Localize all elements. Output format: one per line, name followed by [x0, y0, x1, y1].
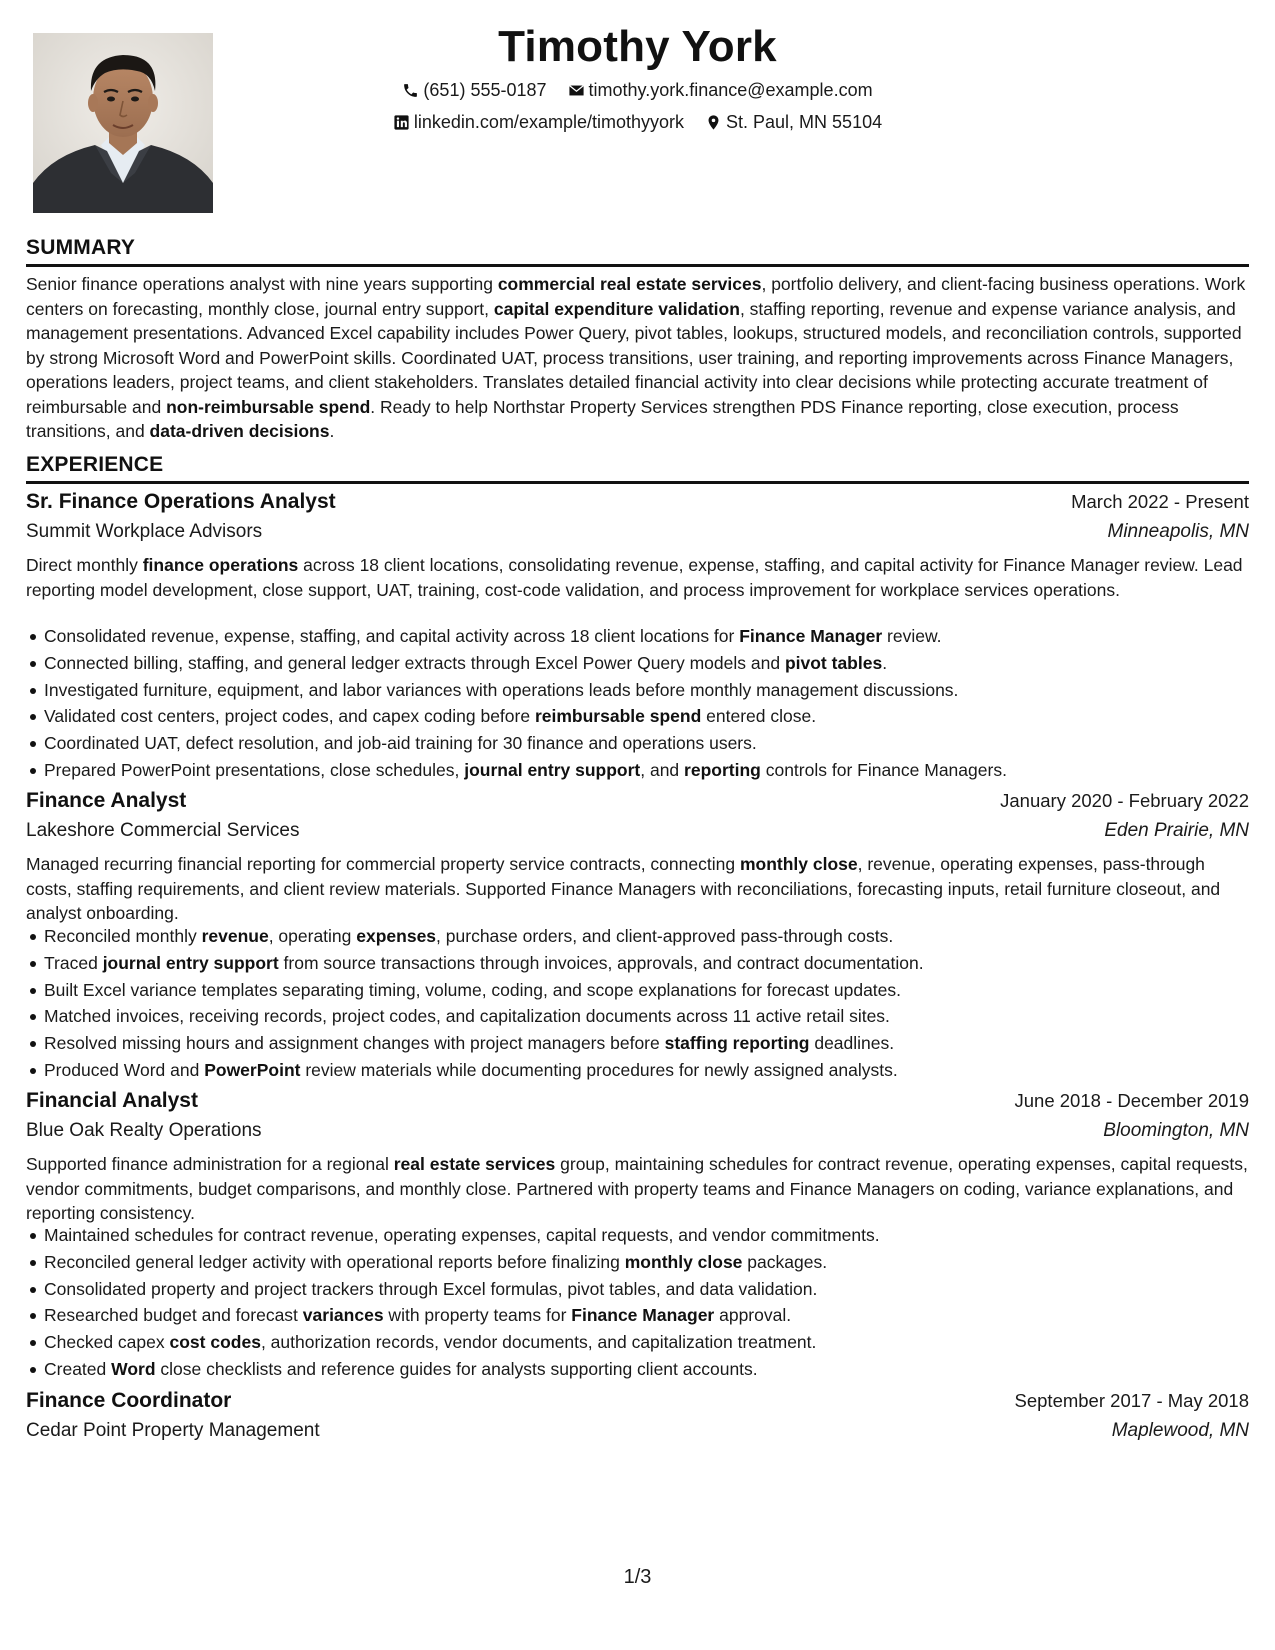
text-run: , and	[640, 759, 685, 780]
summary-divider	[26, 264, 1249, 267]
text-run: approval.	[714, 1305, 792, 1326]
phone-icon	[402, 82, 419, 99]
emphasis-text: journal entry support	[102, 952, 279, 973]
email-text: timothy.york.finance@example.com	[588, 80, 873, 100]
job-summary	[26, 852, 1251, 926]
emphasis-text: expenses	[356, 926, 437, 946]
job-title: Financial Analyst	[26, 1089, 198, 1112]
text-run: Supported finance administration for a regional	[26, 1154, 394, 1174]
job-location: Maplewood, MN	[1111, 1420, 1249, 1441]
job-dates: March 2022 - Present	[1071, 491, 1249, 512]
email-contact[interactable]	[568, 80, 873, 101]
text-run: from source transactions through invoices, approvals, and contract documentation.	[278, 952, 924, 973]
text-run: Resolved missing hours and assignment changes with project managers before	[44, 1033, 665, 1054]
text-run: entered close.	[701, 706, 817, 727]
text-run: , purchase orders, and client-approved pass-through costs.	[436, 926, 894, 946]
emphasis-text: commercial real estate services	[497, 274, 762, 294]
emphasis-text: journal entry support	[464, 759, 641, 780]
emphasis-text: Finance Manager	[571, 1305, 715, 1326]
text-run: Consolidated property and project trackers through Excel formulas, pivot tables, and data validation.	[44, 1278, 818, 1299]
job-dates: September 2017 - May 2018	[1014, 1390, 1249, 1411]
bullet-item	[26, 1356, 1251, 1383]
page-number: 1/3	[623, 1566, 652, 1588]
text-run: controls for Finance Managers.	[760, 759, 1007, 780]
bullet-item	[26, 730, 1251, 757]
text-run: Produced Word and	[44, 1059, 205, 1080]
bullet-item	[26, 703, 1251, 730]
text-run: Validated cost centers, project codes, and capex coding before	[44, 706, 535, 727]
text-run: , staffing reporting, revenue and expense variance analysis, and management presentations. Advanced Excel capability includes Power Query, pivot tables, lookups, structured models, and reconciliation controls, supported by strong Microsoft Word and PowerPoint skills. Coordinated UAT, process transitions, user training, and reporting improvements across Finance Managers, operations leaders, project teams, and client stakeholders. Translates detailed financial activity into clear decisions while protecting accurate treatment of reimbursable and	[26, 298, 1242, 417]
emphasis-text: cost codes	[169, 1332, 261, 1353]
job-bullets	[26, 1222, 1251, 1383]
text-run: Built Excel variance templates separating timing, volume, coding, and scope explanations for forecast updates.	[44, 979, 902, 1000]
job-dates: June 2018 - December 2019	[1014, 1090, 1249, 1111]
bullet-item	[26, 623, 1251, 650]
emphasis-text: capital expenditure validation	[493, 298, 740, 319]
summary-text	[26, 272, 1251, 444]
emphasis-text: staffing reporting	[664, 1033, 810, 1054]
emphasis-text: monthly close	[739, 854, 858, 874]
contact-line-2	[0, 112, 1275, 136]
text-run: review.	[882, 626, 942, 646]
experience-heading: EXPERIENCE	[26, 453, 164, 476]
text-run: Consolidated revenue, expense, staffing, and capital activity across 18 client locations for	[44, 626, 740, 646]
text-run: Researched budget and forecast	[44, 1305, 303, 1326]
text-run: Coordinated UAT, defect resolution, and job-aid training for 30 finance and operations users.	[44, 733, 757, 754]
bullet-item	[26, 1057, 1251, 1084]
text-run: Checked capex	[44, 1332, 170, 1353]
emphasis-text: data-driven decisions	[149, 421, 330, 441]
emphasis-text: pivot tables	[784, 652, 883, 673]
linkedin-contact[interactable]	[393, 112, 684, 133]
text-run: . Ready to help Northstar Property Services strengthen PDS Finance reporting, close execution, process transitions, and	[26, 396, 1179, 441]
text-run: close checklists and reference guides for analysts supporting client accounts.	[155, 1358, 758, 1379]
job-location: Minneapolis, MN	[1107, 521, 1249, 542]
text-run: across 18 client locations, consolidating revenue, expense, staffing, and capital activity for Finance Manager review. Lead reporting model development, close support, UAT, training, cost-code validation, and process improvement for workplace services operations.	[26, 555, 1243, 600]
job-location: Eden Prairie, MN	[1104, 820, 1249, 841]
job-title: Finance Coordinator	[26, 1389, 232, 1412]
linkedin-text: linkedin.com/example/timothyyork	[413, 112, 684, 132]
job-summary	[26, 553, 1251, 602]
text-run: group, maintaining schedules for contract revenue, operating expenses, capital requests, vendor commitments, budget comparisons, and monthly close. Partnered with property teams and Finance Managers on coding, variance explanations, and reporting consistency.	[26, 1154, 1248, 1223]
job-company: Summit Workplace Advisors	[26, 521, 263, 542]
location-text: St. Paul, MN 55104	[726, 112, 883, 132]
job-bullets	[26, 623, 1251, 784]
text-run: , authorization records, vendor documents, and capitalization treatment.	[260, 1332, 817, 1353]
text-run: Maintained schedules for contract revenue, operating expenses, capital requests, and vendor commitments.	[44, 1225, 880, 1245]
job-bullets	[26, 923, 1251, 1084]
text-run: Connected billing, staffing, and general ledger extracts through Excel Power Query models and	[44, 652, 785, 673]
bullet-item	[26, 1030, 1251, 1057]
bullet-item	[26, 1302, 1251, 1329]
text-run: with property teams for	[383, 1305, 572, 1326]
text-run: , revenue, operating expenses, pass-through costs, staffing requirements, and client review materials. Supported Finance Managers with reconciliations, forecasting inputs, retail furniture closeout, and analyst onboarding.	[26, 854, 1221, 923]
job-company: Lakeshore Commercial Services	[26, 820, 300, 841]
job-dates: January 2020 - February 2022	[1000, 790, 1249, 811]
text-run: , operating	[268, 926, 357, 946]
emphasis-text: Word	[111, 1358, 156, 1379]
experience-divider	[26, 481, 1249, 484]
text-run: Managed recurring financial reporting for commercial property service contracts, connecting	[26, 854, 740, 874]
bullet-item	[26, 977, 1251, 1004]
text-run: Prepared PowerPoint presentations, close schedules,	[44, 759, 465, 780]
text-run: .	[882, 652, 888, 673]
text-run: review materials while documenting procedures for newly assigned analysts.	[300, 1059, 898, 1080]
bullet-item	[26, 1003, 1251, 1030]
candidate-name: Timothy York	[498, 22, 777, 71]
text-run: Reconciled monthly	[44, 926, 202, 946]
bullet-item	[26, 1276, 1251, 1303]
bullet-item	[26, 677, 1251, 704]
text-run: Senior finance operations analyst with nine years supporting	[26, 274, 498, 294]
job-summary	[26, 1152, 1251, 1226]
emphasis-text: real estate services	[393, 1154, 556, 1174]
text-run: Matched invoices, receiving records, project codes, and capitalization documents across 11 active retail sites.	[44, 1006, 890, 1027]
text-run: packages.	[742, 1251, 828, 1272]
bullet-item	[26, 1329, 1251, 1356]
summary-heading: SUMMARY	[26, 236, 136, 259]
emphasis-text: monthly close	[624, 1251, 743, 1272]
emphasis-text: reporting	[684, 759, 761, 780]
text-run: Investigated furniture, equipment, and labor variances with operations leads before monthly management discussions.	[44, 679, 959, 700]
text-run: , portfolio delivery, and client-facing business operations. Work centers on forecasting, monthly close, journal entry support,	[26, 274, 1246, 319]
text-run: Direct monthly	[26, 555, 143, 575]
emphasis-text: variances	[302, 1305, 384, 1326]
job-title: Sr. Finance Operations Analyst	[26, 490, 336, 513]
contact-line-1	[0, 80, 1275, 104]
emphasis-text: Finance Manager	[739, 626, 883, 646]
bullet-item	[26, 950, 1251, 977]
emphasis-text: PowerPoint	[204, 1059, 301, 1080]
emphasis-text: reimbursable spend	[534, 706, 702, 727]
job-title: Finance Analyst	[26, 789, 187, 812]
map-pin-icon	[705, 114, 722, 131]
emphasis-text: finance operations	[142, 555, 299, 575]
bullet-item	[26, 757, 1251, 784]
text-run: deadlines.	[809, 1033, 895, 1054]
envelope-icon	[568, 82, 585, 99]
emphasis-text: revenue	[201, 926, 269, 946]
emphasis-text: non-reimbursable spend	[166, 396, 371, 417]
location-contact	[705, 112, 882, 133]
text-run: Traced	[44, 952, 103, 973]
job-company: Blue Oak Realty Operations	[26, 1120, 262, 1141]
phone-text: (651) 555-0187	[423, 80, 547, 100]
phone-contact[interactable]	[402, 80, 546, 101]
bullet-item	[26, 1249, 1251, 1276]
bullet-item	[26, 923, 1251, 950]
job-company: Cedar Point Property Management	[26, 1420, 320, 1441]
text-run: Created	[44, 1358, 112, 1379]
bullet-item	[26, 650, 1251, 677]
linkedin-icon	[393, 114, 410, 131]
text-run: Reconciled general ledger activity with operational reports before finalizing	[44, 1251, 625, 1272]
bullet-item	[26, 1222, 1251, 1249]
text-run: .	[329, 421, 335, 441]
job-location: Bloomington, MN	[1103, 1120, 1249, 1141]
